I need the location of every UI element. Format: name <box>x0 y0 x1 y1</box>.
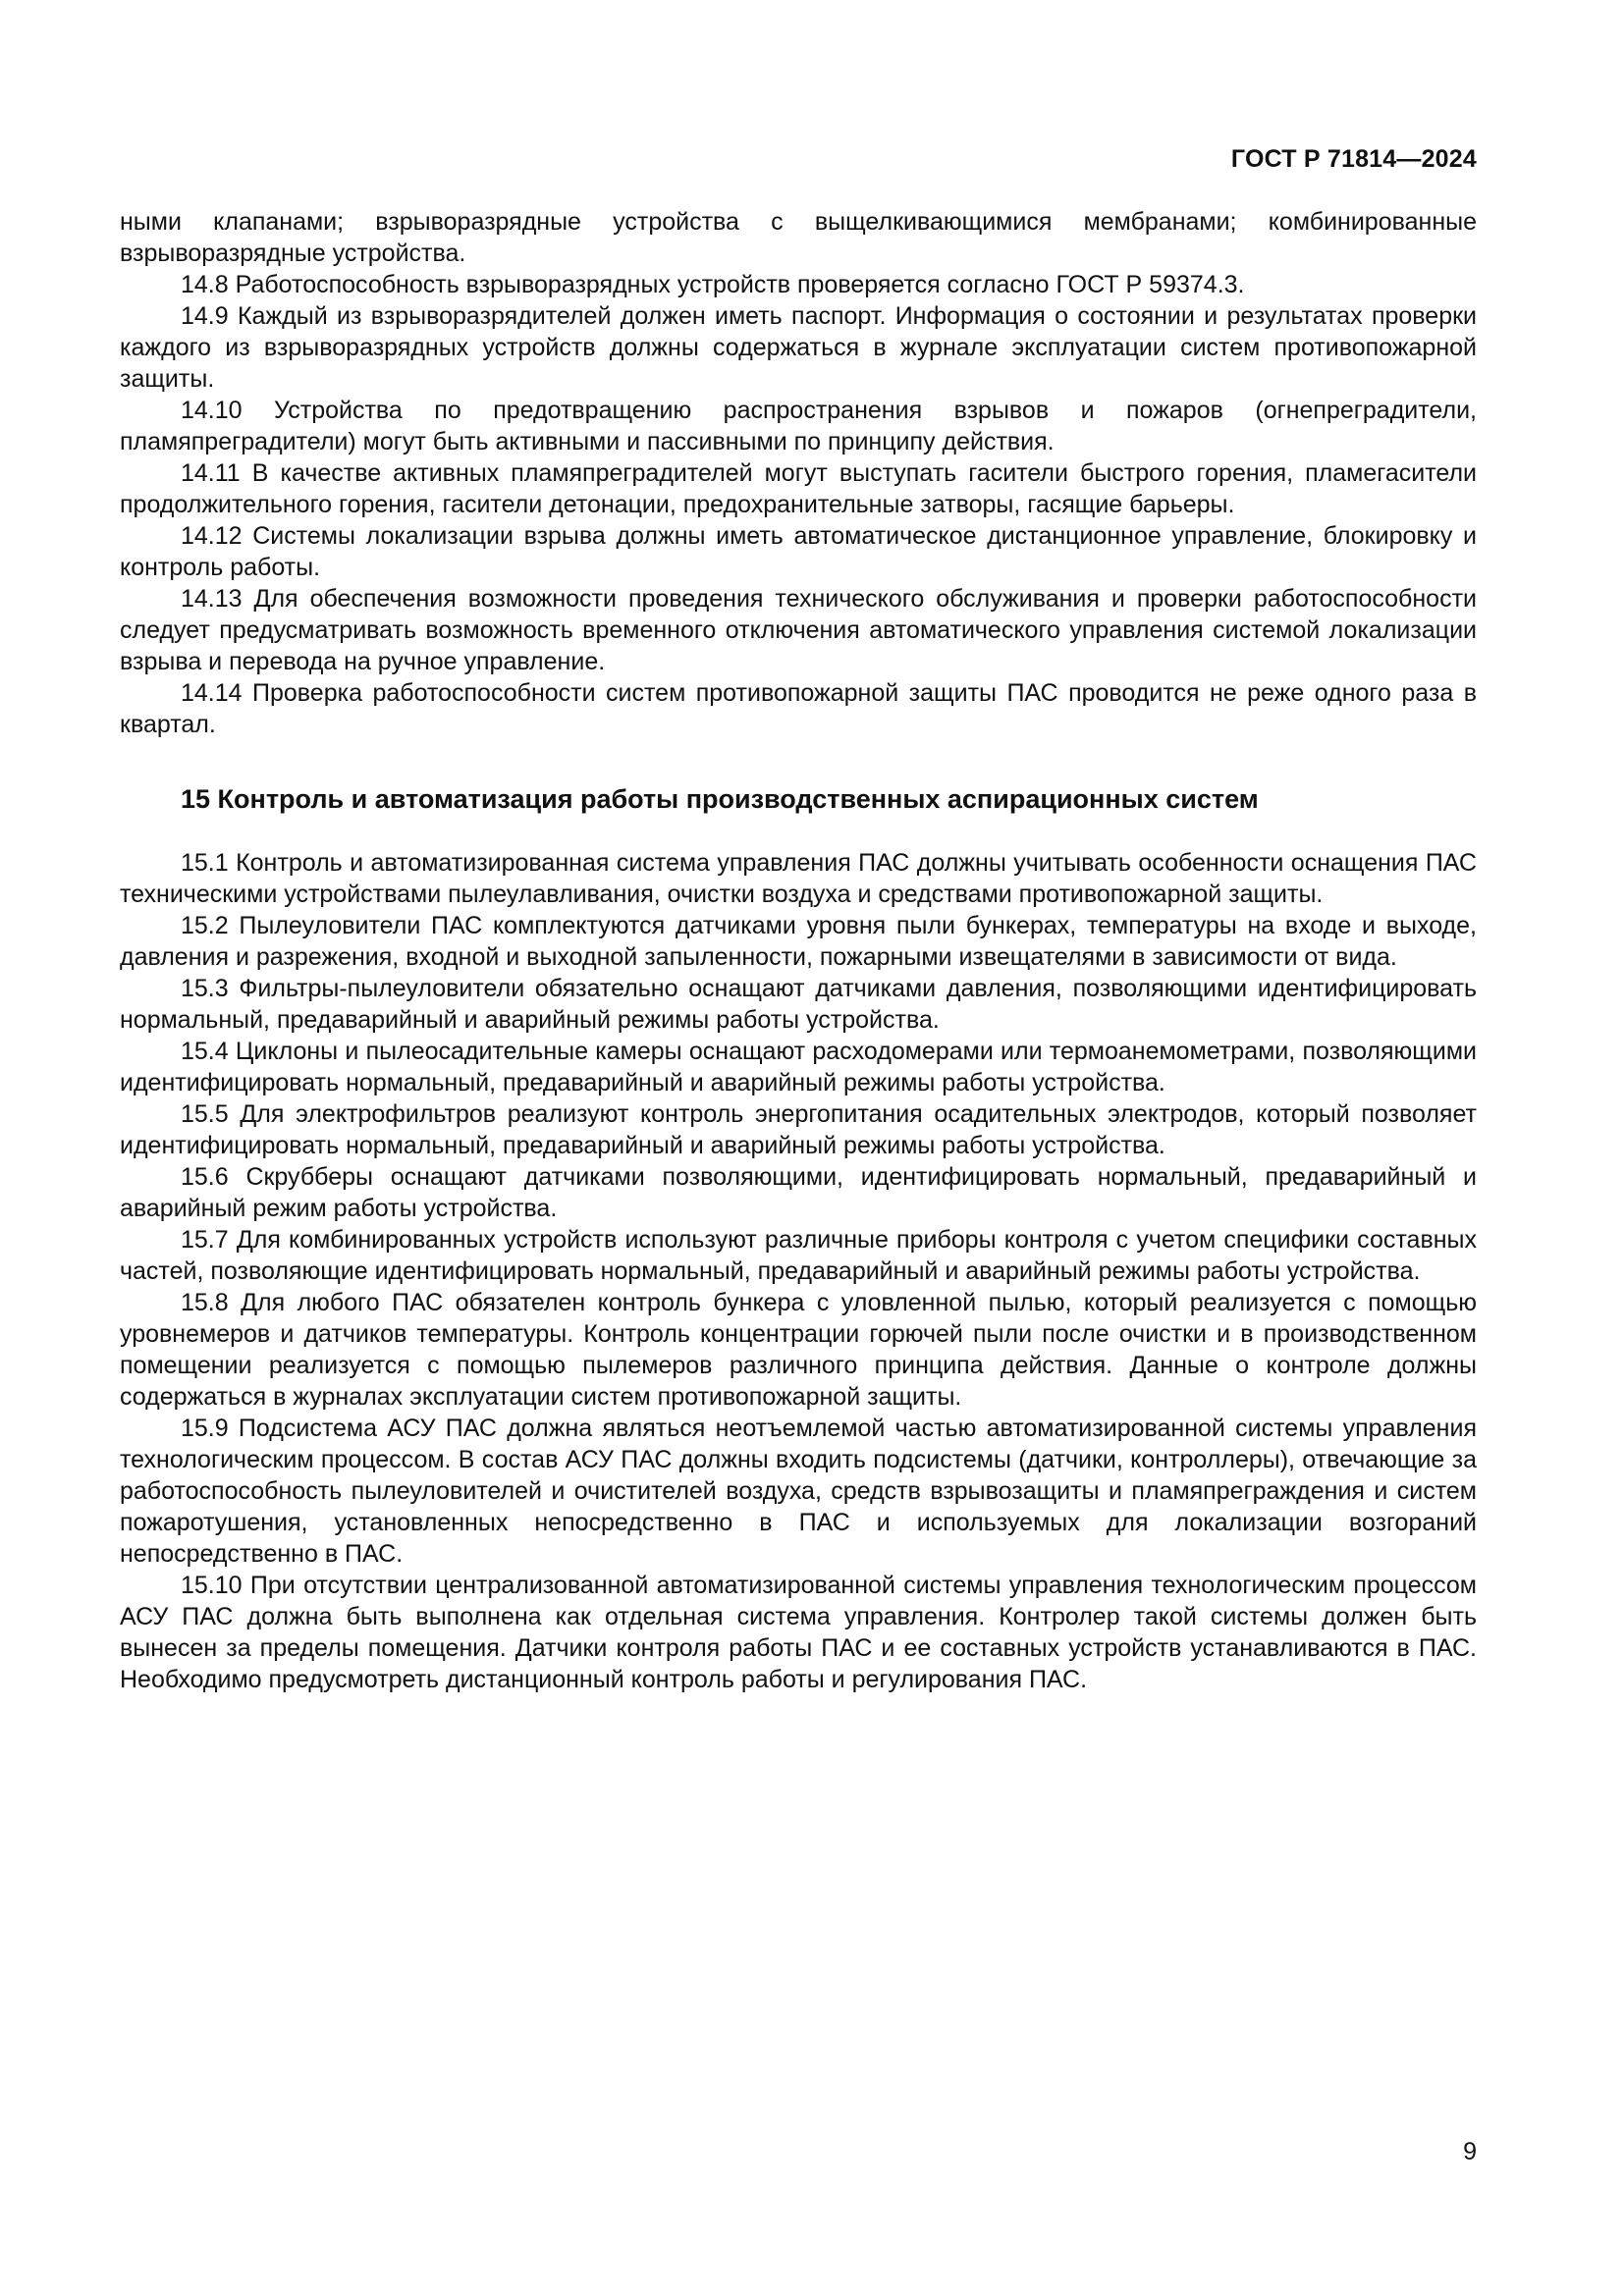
paragraph-15-9: 15.9 Подсистема АСУ ПАС должна являться неотъемлемой частью автоматизированной системы управления технологическим процессом. В состав АСУ ПАС должны входить подсистемы (датчики, контроллеры), отвечающие за работоспособность пылеуловителей и очистителей воздуха, средств взрывозащиты и пламяпреграждения и систем пожаротушения, установленных непосредственно в ПАС и используемых для локализации возгораний непосредственно в ПАС. <box>120 1415 1477 1568</box>
paragraph-14-14: 14.14 Проверка работоспособности систем противопожарной защиты ПАС проводится не реже одного раза в квартал. <box>120 679 1477 738</box>
paragraph-14-9: 14.9 Каждый из взрыворазрядителей должен иметь паспорт. Информация о состоянии и результатах проверки каждого из взрыворазрядных устройств должны содержаться в журнале эксплуатации систем противопожарной защиты. <box>120 302 1477 393</box>
paragraph-14-13: 14.13 Для обеспечения возможности проведения технического обслуживания и проверки работоспособности следует предусматривать возможность временного отключения автоматического управления системой локализации взрыва и перевода на ручное управление. <box>120 585 1477 675</box>
document-content <box>120 206 1477 1695</box>
paragraph-14-12: 14.12 Системы локализации взрыва должны иметь автоматическое дистанционное управление, блокировку и контроль работы. <box>120 522 1477 581</box>
paragraph-15-8: 15.8 Для любого ПАС обязателен контроль бункера с уловленной пылью, который реализуется с помощью уровнемеров и датчиков температуры. Контроль концентрации горючей пыли после очистки и в производственном помещении реализуется с помощью пылемеров различного принципа действия. Данные о контроле должны содержаться в журналах эксплуатации систем противопожарной защиты. <box>120 1289 1477 1411</box>
paragraph-14-11: 14.11 В качестве активных пламяпреградителей могут выступать гасители быстрого горения, пламегасители продолжительного горения, гасители детонации, предохранительные затворы, гасящие барьеры. <box>120 459 1477 518</box>
paragraph-15-7: 15.7 Для комбинированных устройств используют различные приборы контроля с учетом специфики составных частей, позволяющие идентифицировать нормальный, предаварийный и аварийный режимы работы устройства. <box>120 1226 1477 1285</box>
paragraph-15-4: 15.4 Циклоны и пылеосадительные камеры оснащают расходомерами или термоанемометрами, позволяющими идентифицировать нормальный, предаварийный и аварийный режимы работы устройства. <box>120 1038 1477 1096</box>
paragraph-15-3: 15.3 Фильтры-пылеуловители обязательно оснащают датчиками давления, позволяющими идентифицировать нормальный, предаварийный и аварийный режимы работы устройства. <box>120 975 1477 1034</box>
paragraph-15-2: 15.2 Пылеуловители ПАС комплектуются датчиками уровня пыли бункерах, температуры на входе и выходе, давления и разрежения, входной и выходной запыленности, пожарными извещателями в зависимости от вида. <box>120 912 1477 971</box>
paragraph-14-8: 14.8 Работоспособность взрыворазрядных устройств проверяется согласно ГОСТ Р 59374.3. <box>181 271 1245 298</box>
paragraph-15-1: 15.1 Контроль и автоматизированная система управления ПАС должны учитывать особенности оснащения ПАС техническими устройствами пылеулавливания, очистки воздуха и средствами противопожарной защиты. <box>120 849 1477 908</box>
section-15-heading: 15 Контроль и автоматизация работы производственных аспирационных систем <box>181 784 1259 814</box>
paragraph-14-10: 14.10 Устройства по предотвращению распространения взрывов и пожаров (огнепреградители, пламяпреградители) могут быть активными и пассивными по принципу действия. <box>120 397 1477 455</box>
paragraph-14-continuation: ными клапанами; взрыворазрядные устройства с выщелкивающимися мембранами; комбинированные взрыворазрядные устройства. <box>120 208 1477 267</box>
doc-header <box>120 145 1477 174</box>
paragraph-15-6: 15.6 Скрубберы оснащают датчиками позволяющими, идентифицировать нормальный, предаварийный и аварийный режим работы устройства. <box>120 1163 1477 1222</box>
paragraph-15-10: 15.10 При отсутствии централизованной автоматизированной системы управления технологическим процессом АСУ ПАС должна быть выполнена как отдельная система управления. Контролер такой системы должен быть вынесен за пределы помещения. Датчики контроля работы ПАС и ее составных устройств устанавливаются в ПАС. Необходимо предусмотреть дистанционный контроль работы и регулирования ПАС. <box>120 1572 1477 1693</box>
doc-number: ГОСТ Р 71814—2024 <box>1230 145 1477 173</box>
page-number: 9 <box>1463 2138 1477 2165</box>
doc-footer <box>1463 2138 1477 2166</box>
paragraph-15-5: 15.5 Для электрофильтров реализуют контроль энергопитания осадительных электродов, который позволяет идентифицировать нормальный, предаварийный и аварийный режимы работы устройства. <box>120 1100 1477 1159</box>
